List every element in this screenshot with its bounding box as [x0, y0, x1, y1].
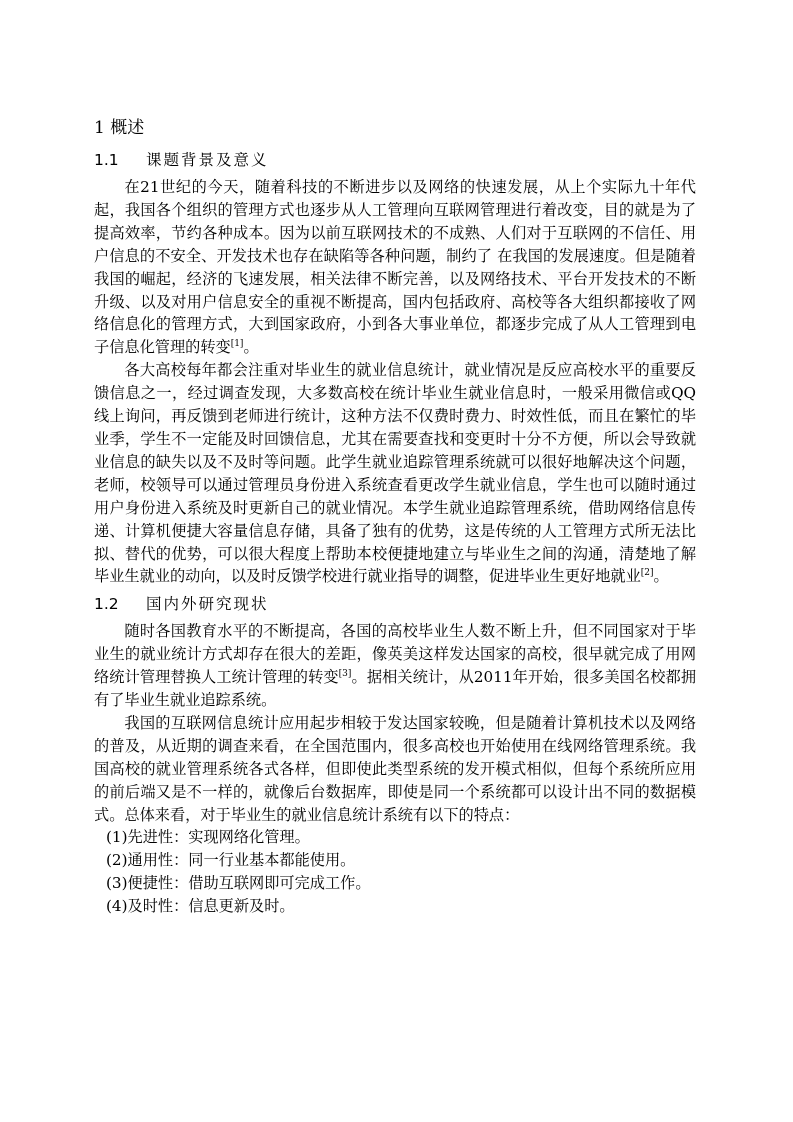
paragraph	[94, 712, 696, 827]
paragraph-tail: 。	[653, 567, 669, 586]
paragraph	[94, 359, 696, 588]
page-content	[94, 112, 696, 918]
paragraph-text: 在21世纪的今天，随着科技的不断进步以及网络的快速发展，从上个实际九十年代起，我国各个组织的管理方式也逐步从人工管理向互联网管理进行着改变，目的就是为了提高效率，节约各种成本。因为以前互联网技术的不成熟、人们对于互联网的不信任、用户信息的不安全、开发技术也存在缺陷等各种问题，制约了 在我国的发展速度。但是随着我国的崛起，经济的飞速发展，相关法律不断完善，以及网络技术、平台开发技术的不断升级、以及对用户信息安全的重视不断提高，国内包括政府、高校等各大组织都接收了网络信息化的管理方式，大到国家政府，小到各大事业单位，都逐步完成了从人工管理到电子信息化管理的转变	[94, 178, 696, 357]
citation-ref: [1]	[230, 339, 244, 350]
list-item: (2)通用性：同一行业基本都能使用。	[106, 851, 356, 870]
list-item: (4)及时性：信息更新及时。	[106, 897, 295, 916]
paragraph-text: 随时各国教育水平的不断提高，各国的高校毕业生人数不断上升，但不同国家对于毕业生的就业统计方式却存在很大的差距，像英美这样发达国家的高校，很早就完成了用网络统计管理替换人工统计管理的转变	[94, 622, 696, 687]
paragraph-tail: 。	[243, 338, 259, 357]
paragraph	[94, 176, 696, 359]
citation-ref: [2]	[640, 568, 654, 579]
section-title: 国内外研究现状	[146, 595, 269, 614]
paragraph-text: 各大高校每年都会注重对毕业生的就业信息统计，就业情况是反应高校水平的重要反馈信息之一，经过调查发现，大多数高校在统计毕业生就业信息时，一般采用微信或QQ线上询问，再反馈到老师进行统计，这种方法不仅费时费力、时效性低，而且在繁忙的毕业季，学生不一定能及时回馈信息，尤其在需要查找和变更时十分不方便，所以会导致就业信息的缺失以及不及时等问题。此学生就业追踪管理系统就可以很好地解决这个问题，老师，校领导可以通过管理员身份进入系统查看更改学生就业信息，学生也可以随时通过用户身份进入系统及时更新自己的就业情况。本学生就业追踪管理系统，借助网络信息传递、计算机便捷大容量信息存储，具备了独有的优势，这是传统的人工管理方式所无法比拟、替代的优势，可以很大程度上帮助本校便捷地建立与毕业生之间的沟通，清楚地了解毕业生就业的动向，以及时反馈学校进行就业指导的调整，促进毕业生更好地就业	[94, 361, 696, 586]
chapter-heading: 1 概述	[94, 118, 145, 138]
citation-ref: [3]	[338, 669, 352, 680]
paragraph-text: 我国的互联网信息统计应用起步相较于发达国家较晚，但是随着计算机技术以及网络的普及，从近期的调查来看，在全国范围内，很多高校也开始使用在线网络管理系统。我国高校的就业管理系统各式各样，但即使此类型系统的发开模式相似，但每个系统所应用的前后端又是不一样的，就像后台数据库，即使是同一个系统都可以设计出不同的数据模式。总体来看，对于毕业生的就业信息统计系统有以下的特点：	[94, 713, 696, 824]
paragraph-tail: 。据相关统计，从2011年开始，很多美国名校都拥有了毕业生就业追踪系统。	[94, 668, 697, 710]
section-number: 1.1	[94, 151, 119, 169]
section-title: 课题背景及意义	[146, 151, 269, 169]
section-heading-1-2	[94, 588, 696, 620]
paragraph	[94, 620, 696, 712]
section-number: 1.2	[94, 595, 119, 614]
list-item: (1)先进性：实现网络化管理。	[106, 828, 310, 847]
section-heading-1-1	[94, 144, 696, 176]
list-item: (3)便捷性：借助互联网即可完成工作。	[106, 874, 371, 893]
